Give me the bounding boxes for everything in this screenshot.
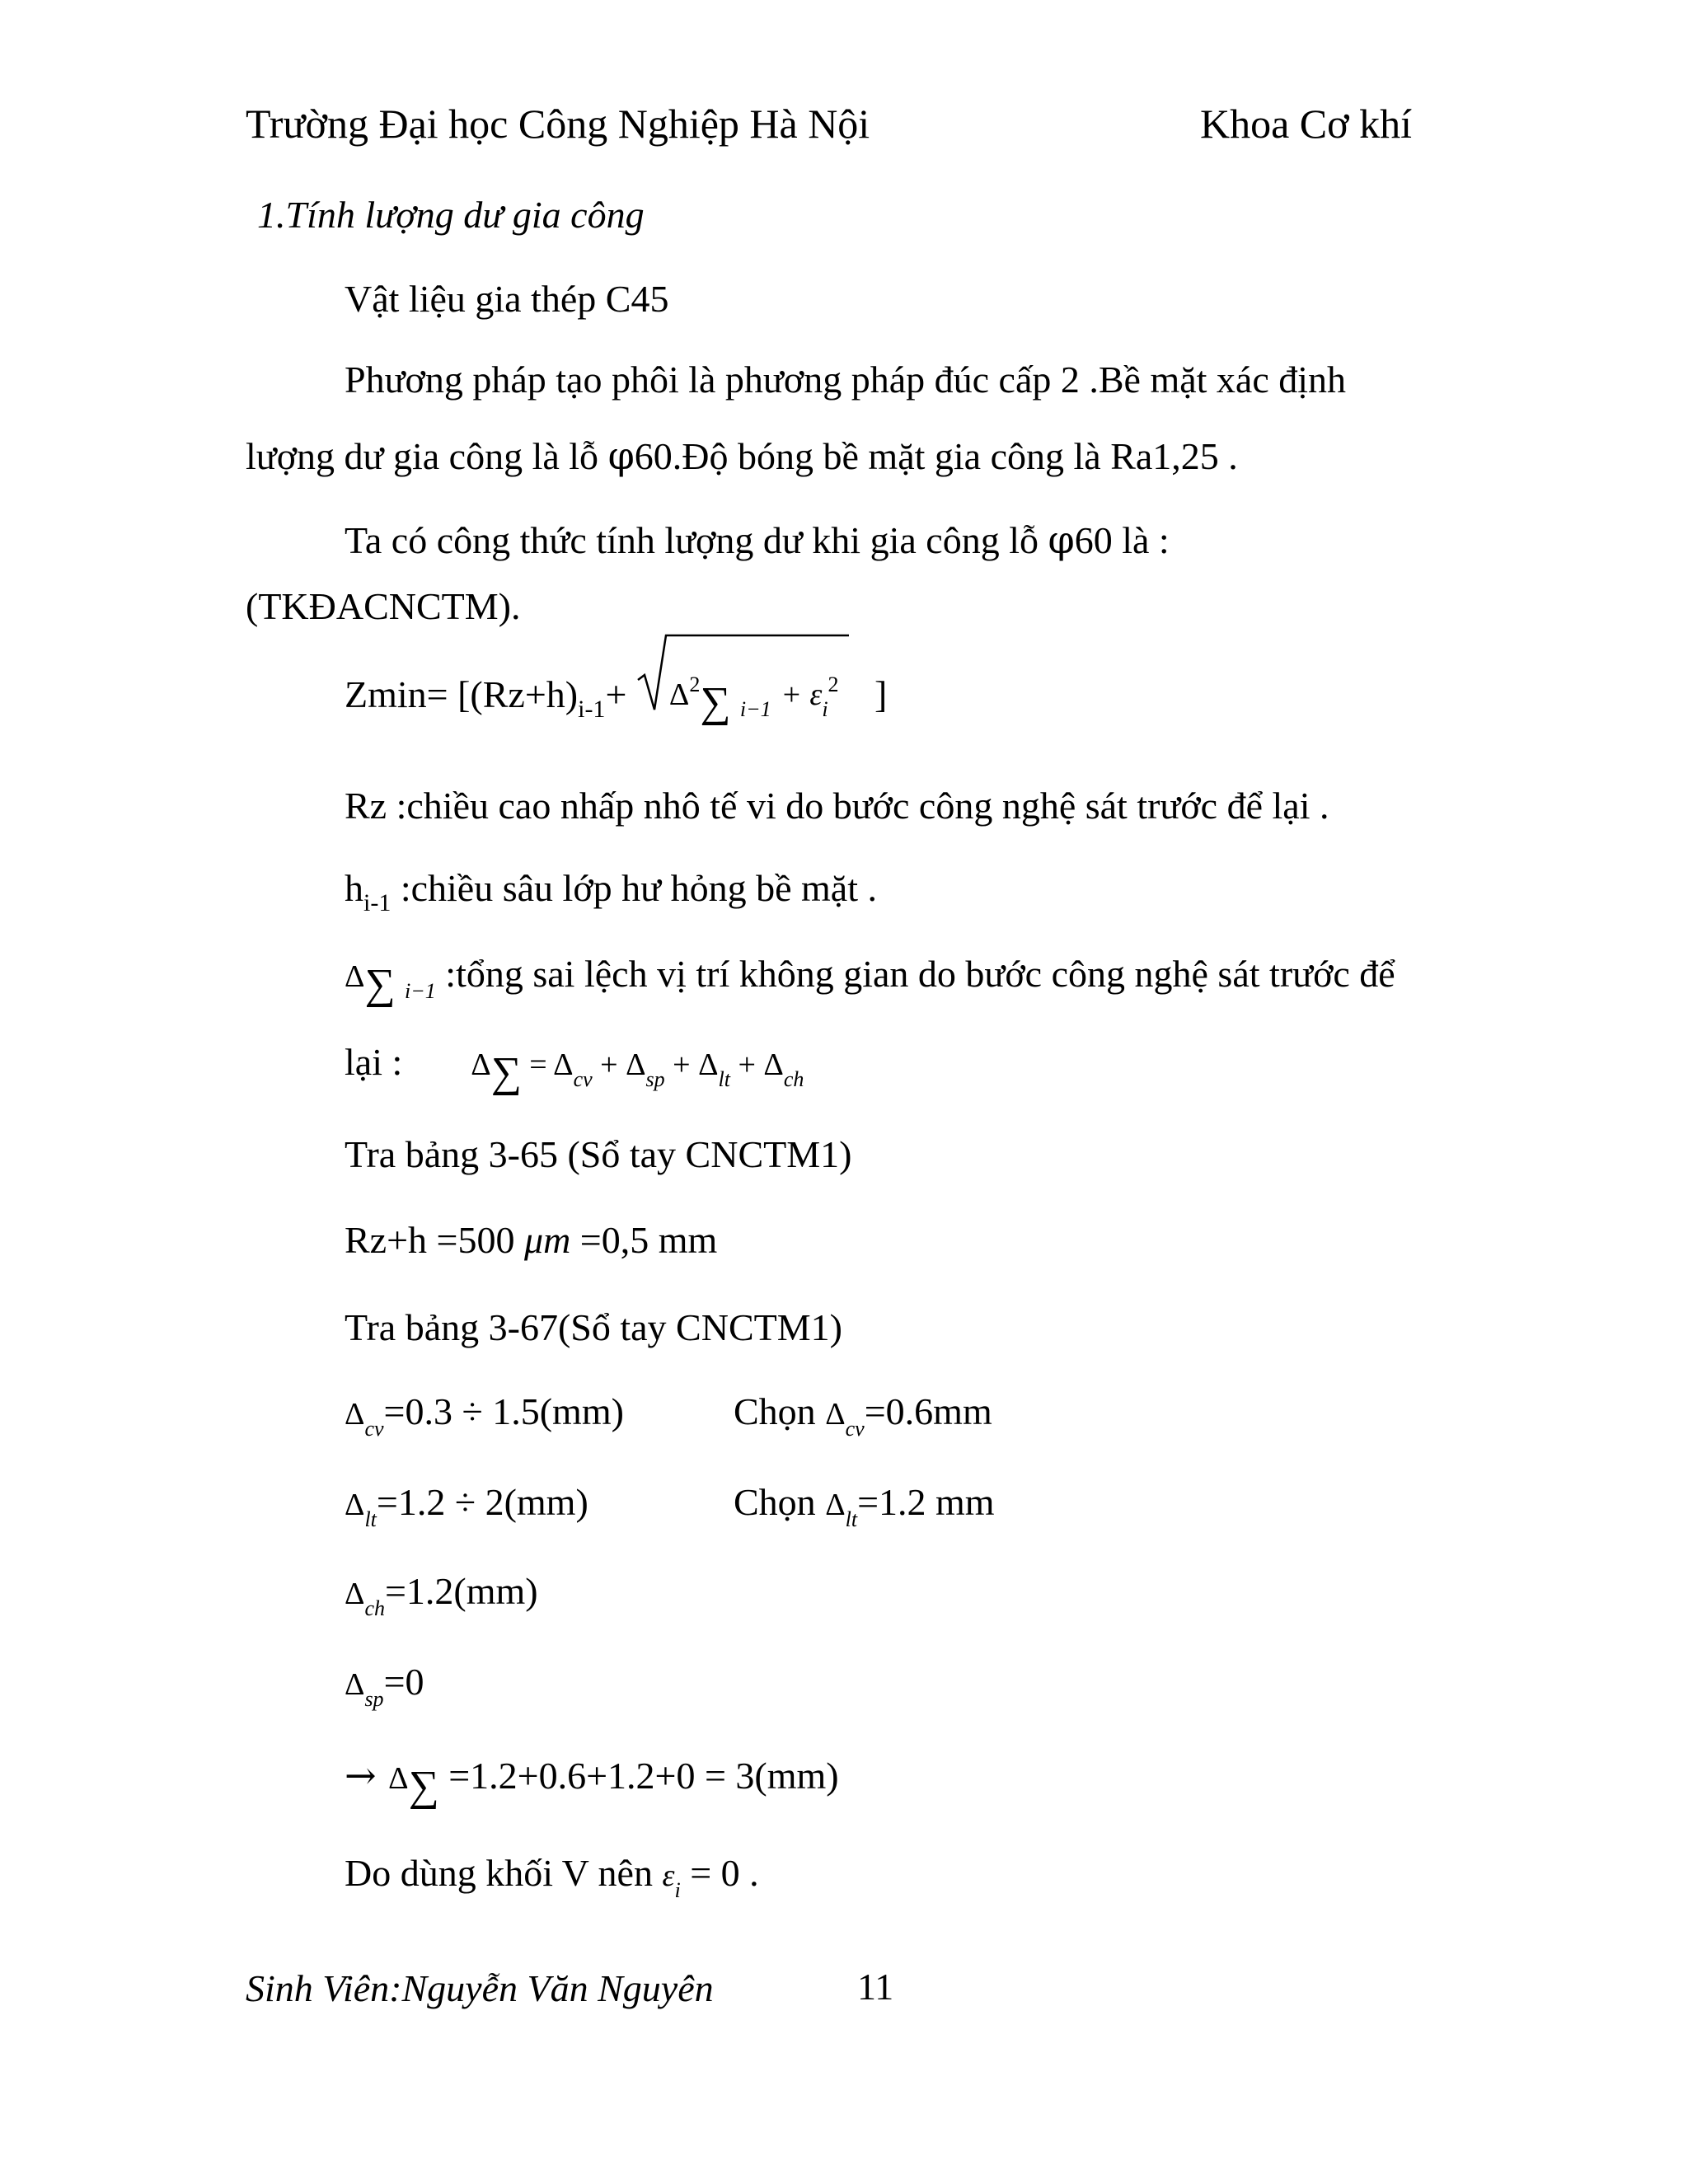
eq-lt: lt (718, 1067, 730, 1091)
chon-cv-value: =0.6mm (864, 1390, 992, 1432)
delta-cv-choice (734, 1390, 992, 1441)
page-number: 11 (857, 1966, 894, 2008)
delta-cv-range (345, 1390, 624, 1441)
delta-lt-choice (734, 1481, 995, 1531)
delta-sp-symbol: Δ (345, 1667, 365, 1702)
delta-sum-result (345, 1753, 839, 1810)
eq-sigma: ∑ (490, 1049, 522, 1096)
eq-plus-delta-2: + Δ (664, 1047, 719, 1082)
v-block-line (345, 1852, 759, 1902)
delta-lt-range-text: =1.2 ÷ 2(mm) (376, 1481, 588, 1523)
result-delta: Δ (388, 1761, 409, 1796)
header-school: Trường Đại học Công Nghiệp Hà Nội (246, 101, 870, 147)
sqrt-expression (636, 673, 859, 727)
h-subscript: i-1 (363, 889, 392, 916)
zmin-subscript: i-1 (578, 696, 606, 723)
delta-ch-text: =1.2(mm) (384, 1570, 538, 1612)
delta-lt-subscript: lt (364, 1507, 377, 1531)
h-symbol: h (345, 867, 363, 909)
micrometer-unit: μm (523, 1219, 571, 1261)
delta-ch-value (345, 1570, 538, 1620)
method-line-2 (246, 434, 1238, 478)
epsilon-subscript: i (674, 1878, 681, 1902)
eq-plus-delta-1: + Δ (592, 1047, 646, 1082)
phi-symbol-2: φ (1048, 518, 1075, 562)
delta-im1: i−1 (405, 979, 436, 1003)
eq-delta: Δ (471, 1047, 491, 1082)
chon-cv-label: Chọn (734, 1390, 826, 1432)
delta-cv-range-text: =0.3 ÷ 1.5(mm) (383, 1390, 624, 1432)
delta-lt-symbol: Δ (345, 1488, 365, 1522)
rz-h-value (345, 1221, 717, 1259)
arrow-icon: → (345, 1753, 389, 1797)
eq-sp: sp (645, 1067, 665, 1091)
header-faculty: Khoa Cơ khí (1200, 101, 1412, 147)
formula-intro (345, 518, 1170, 562)
epsilon-symbol: ε (662, 1858, 675, 1893)
chon-cv-subscript: cv (845, 1417, 865, 1441)
material-line: Vật liệu gia thép C45 (345, 278, 669, 320)
chon-cv-delta: Δ (825, 1397, 846, 1432)
method-line-1: Phương pháp tạo phôi là phương pháp đúc cấp 2 .Bề mặt xác định (345, 359, 1347, 401)
sqrt-content (636, 670, 859, 727)
method-line-2-text-a: lượng dư gia công là lỗ (246, 435, 608, 477)
zmin-eps-square: 2 (828, 673, 839, 697)
method-line-2-text-b: 60.Độ bóng bề mặt gia công là Ra1,25 . (634, 435, 1238, 477)
chon-lt-label: Chọn (734, 1481, 826, 1523)
delta-lt-range (345, 1481, 588, 1531)
phi-symbol: φ (607, 434, 635, 478)
rz-definition: Rz :chiều cao nhấp nhô tế vi do bước công nghệ sát trước để lại . (345, 785, 1329, 827)
eq-plus-delta-3: + Δ (729, 1047, 784, 1082)
zmin-formula (345, 673, 888, 727)
zmin-plus: + (605, 673, 627, 715)
eq-equals-delta: = Δ (521, 1047, 574, 1082)
source-ref: (TKĐACNCTM). (246, 585, 521, 627)
sigma-symbol: ∑ (364, 961, 396, 1008)
zmin-close-bracket: ] (874, 673, 888, 715)
result-text: =1.2+0.6+1.2+0 = 3(mm) (438, 1755, 839, 1797)
zmin-eps-i: i (822, 697, 828, 722)
delta-symbol: Δ (345, 959, 365, 994)
zmin-text: Zmin= [(Rz+h) (345, 673, 579, 715)
delta-sum-equation (345, 1040, 804, 1096)
chon-lt-subscript: lt (845, 1507, 858, 1531)
chon-lt-delta: Δ (825, 1488, 846, 1522)
h-definition (345, 867, 877, 916)
table-365-ref: Tra bảng 3-65 (Sổ tay CNCTM1) (345, 1133, 852, 1175)
section-title: 1.Tính lượng dư gia công (257, 194, 645, 236)
v-block-text-b: = 0 . (680, 1852, 759, 1894)
rz-h-text-b: =0,5 mm (570, 1219, 718, 1261)
delta-sum-definition (345, 952, 1395, 1008)
zmin-sigma: ∑ (700, 679, 731, 727)
delta-ch-symbol: Δ (345, 1577, 365, 1611)
rz-h-text-a: Rz+h =500 (345, 1219, 524, 1261)
delta-sp-subscript: sp (364, 1687, 384, 1711)
formula-intro-text-a: Ta có công thức tính lượng dư khi gia công lỗ (345, 519, 1048, 561)
table-367-ref: Tra bảng 3-67(Sổ tay CNCTM1) (345, 1306, 842, 1348)
footer-student: Sinh Viên:Nguyễn Văn Nguyên (246, 1967, 714, 2009)
zmin-im1: i−1 (739, 697, 771, 722)
delta-sp-text: =0 (383, 1661, 424, 1703)
zmin-plus-eps: + ε (781, 677, 823, 713)
lai-text: lại : (345, 1041, 403, 1083)
zmin-square: 2 (689, 673, 701, 697)
h-definition-text: :chiều sâu lớp hư hỏng bề mặt . (391, 867, 877, 909)
zmin-delta: Δ (668, 677, 690, 713)
delta-ch-subscript: ch (364, 1596, 385, 1620)
result-sigma: ∑ (408, 1763, 439, 1810)
chon-lt-value: =1.2 mm (857, 1481, 995, 1523)
delta-sum-text: :tổng sai lệch vị trí không gian do bước công nghệ sát trước để (435, 953, 1395, 995)
delta-sp-value (345, 1661, 424, 1711)
delta-cv-subscript: cv (364, 1417, 384, 1441)
delta-cv-symbol: Δ (345, 1397, 365, 1432)
formula-intro-text-b: 60 là : (1074, 519, 1170, 561)
eq-cv: cv (573, 1067, 593, 1091)
eq-ch: ch (783, 1067, 804, 1091)
v-block-text-a: Do dùng khối V nên (345, 1852, 663, 1894)
